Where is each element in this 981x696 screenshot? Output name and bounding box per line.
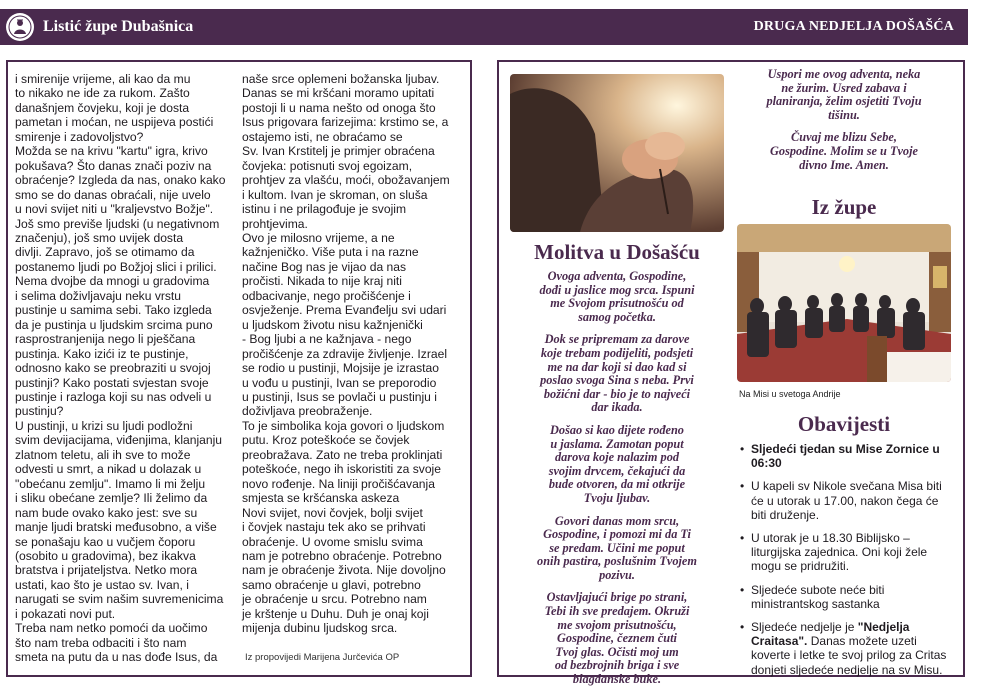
article-credit: Iz propovijedi Marijena Jurčevića OP bbox=[245, 652, 400, 663]
notice-text: Danas možete uzeti koverte i letke te svoj prilog za Critas donjeti sljedeće nedjelje na sv Misu. bbox=[751, 634, 947, 677]
notice-item bbox=[739, 531, 955, 574]
prayer-stanza: Dok se pripremam za darove koje trebam podijeliti, podsjeti me na dar koji si dao kad si poslao svoga Sina s neba. Prvi božićni dar - bio je to najveći dar ikada. bbox=[540, 332, 694, 415]
parish-seal-icon bbox=[6, 13, 34, 41]
notice-item bbox=[739, 583, 955, 611]
prayer-stanza: Govori danas mom srcu, Gospodine, i pomozi mi da Ti se predam. Učini me poput onih pastira, poslušnim Tvojem pozivu. bbox=[537, 513, 697, 582]
parish-heading: Iz župe bbox=[811, 195, 877, 219]
notice-item bbox=[739, 620, 955, 677]
prayer-stanza: Čuvaj me blizu Sebe, Gospodine. Molim se u Tvoje divno Ime. Amen. bbox=[770, 130, 918, 172]
prayer-stanza: Ostavljajući brige po strani, Tebi ih sve predajem. Okruži me svojom prisutnošću, Gospodine, čeznem čuti Tvoj glas. Očisti moj um od bezbrojnih briga i sve blagdanske buke. bbox=[544, 590, 690, 687]
notice-text: U utorak je u 18.30 Biblijsko – liturgijska zajednica. Oni koji žele mogu se pridružiti. bbox=[751, 531, 928, 574]
bulletin-title: Listić župe Dubašnica bbox=[43, 18, 194, 35]
notices-heading: Obavijesti bbox=[797, 412, 891, 436]
notice-bold: Sljedeći tjedan su Mise Zornice u 06:30 bbox=[751, 442, 940, 471]
prayer-stanza: Uspori me ovog adventa, neka ne žurim. Usred zabava i planiranja, želim osjetiti Tvoju tišinu. bbox=[766, 67, 922, 122]
notice-prefix: Sljedeće nedjelje je bbox=[751, 620, 858, 635]
prayer-photo bbox=[510, 74, 724, 232]
notice-text: U kapeli sv Nikole svečana Misa biti će u utorak u 17.00, nakon čega će biti druženje. bbox=[751, 479, 942, 522]
notice-item bbox=[739, 442, 955, 470]
prayer-stanza: Došao si kao dijete rođeno u jaslama. Zamotan poput darova koje nalazim pod svojim drvcem, čekajući da bude otvoren, da mi otkrije Tvoju ljubav. bbox=[548, 422, 686, 505]
prayer-heading: Molitva u Došašću bbox=[534, 240, 700, 264]
prayer-stanza: Ovoga adventa, Gospodine, dođi u jaslice mog srca. Ispuni me Svojom prisutnošću od samog početka. bbox=[539, 269, 695, 324]
article-box bbox=[6, 60, 472, 677]
article-column-2 bbox=[242, 72, 468, 636]
article-text-2: naše srce oplemeni božanska ljubav. Danas se mi kršćani moramo upitati postoji li u nama nešto od onoga što Isus prigovara farizejima: krstimo se, a ostajemo isti, ne obraćamo se Sv. Ivan Krstitelj je primjer obraćena čovjeka: potisnuti svoj egoizam, prohtjev za vlašću, moći, obožavanjem i kultom. Ivan je skroman, on sluša istinu i ne prilagođuje je svojim prohtjevima. Ovo je milosno vrijeme, a ne kažnjeničko. Više puta i na razne načine Bog nas je vijao da nas pročisti. Nikada to nije kraj niti odbacivanje, nego pročišćenje i osvježenje. Prema Evanđelju svi udari u ljudskom životu nisu kažnjenički - Bog ljubi a ne kažnjava - nego pročišćenje za zdravije življenje. Izrael se rodio u pustinji, Mojsije je izrastao u vođu u pustinji, Ivan se preporodio u pustinji, Isus se povlači u pustinju i doživljava preobraženje. To je simbolika koja govori o ljudskom putu. Kroz poteškoće se čovjek preobražava. Zato ne treba proklinjati poteškoće, nego ih iskoristiti za svoje novo rođenje. Na liniji pročišćavanja smjesta se kršćanska askeza Novi svijet, novi čovjek, bolji svijet i čovjek nastaju tek ako se prihvati obraćenje. U ovome smislu svima nam je potrebno obraćenje. Potrebno nam je obraćenje života. Nije dovoljno samo obraćenje u glavi, potrebno je obraćenje u srcu. Potrebno nam je krštenje u Duhu. Duh je onaj koji mijenja dubinu ljudskog srca. bbox=[242, 72, 450, 636]
church-photo bbox=[737, 224, 951, 382]
prayer-text-left bbox=[510, 270, 724, 696]
article-column-1 bbox=[15, 72, 237, 665]
sunday-label: DRUGA NEDJELJA DOŠAŠĆA bbox=[753, 19, 954, 34]
notice-bold: "Nedjelja Craitasa". bbox=[751, 620, 910, 649]
church-photo-caption: Na Misi u svetoga Andrije bbox=[739, 389, 841, 399]
right-box bbox=[497, 60, 965, 687]
prayer-text-right bbox=[737, 68, 951, 181]
notices-list bbox=[739, 442, 955, 686]
article-text-1: i smirenije vrijeme, ali kao da mu to nikako ne ide za rukom. Zašto današnjem čovjeku, koji je dosta pametan i moćan, ne uspijeva postići smirenje i zadovoljstvo? Možda se na krivu "kartu" igra, krivo pokušava? Što danas znači poziv na obraćenje? Izgleda da nas, onako kako smo se do danas obraćali, nije uvelo u novi svijet niti u "kraljevstvo Božje". Još smo previše ljudski (u negativnom značenju), još smo uvijek dosta divlji. Zapravo, još se otimamo da postanemo ljudi po Božjoj slici i prilici. Nema dvojbe da mnogi u gradovima i selima doživljavaju neku vrstu pustinje u samima sebi. Tako izgleda da je pustinja u ljudskim srcima puno rasprostranjenija nego li pješčana pustinja. Kako izići iz te pustinje, odnosno kako se preobraziti u svojoj pustinji? Kako postati svjestan svoje pustinje i razloga koji su nas odveli u pustinju? U pustinji, u krizi su ljudi podložni svim devijacijama, viđenjima, klanjanju zlatnom teletu, ali ih sve to može odvesti u smrt, a nikad u dolazak u "obećanu zemlju". Imamo li mi želju i sliku obećane zemlje? Ili želimo da nam bude ovako kako jest: sve su manje ljudi bratski međusobno, a više se ponašaju kao u vučjem čoporu (osobito u gradovima), bez ikakva bratstva i prijateljstva. Netko mora ustati, kao što je ustao sv. Ivan, i narugati se svim našim suvremenicima i pokazati novi put. Treba nam netko pomoći da uočimo što nam treba odbaciti i što nam smeta na putu da u nas dođe Isus, da bbox=[15, 72, 226, 665]
notice-item bbox=[739, 479, 955, 522]
header-bar bbox=[0, 9, 968, 45]
notice-text: Sljedeće subote neće biti ministrantskog sastanka bbox=[751, 582, 885, 611]
